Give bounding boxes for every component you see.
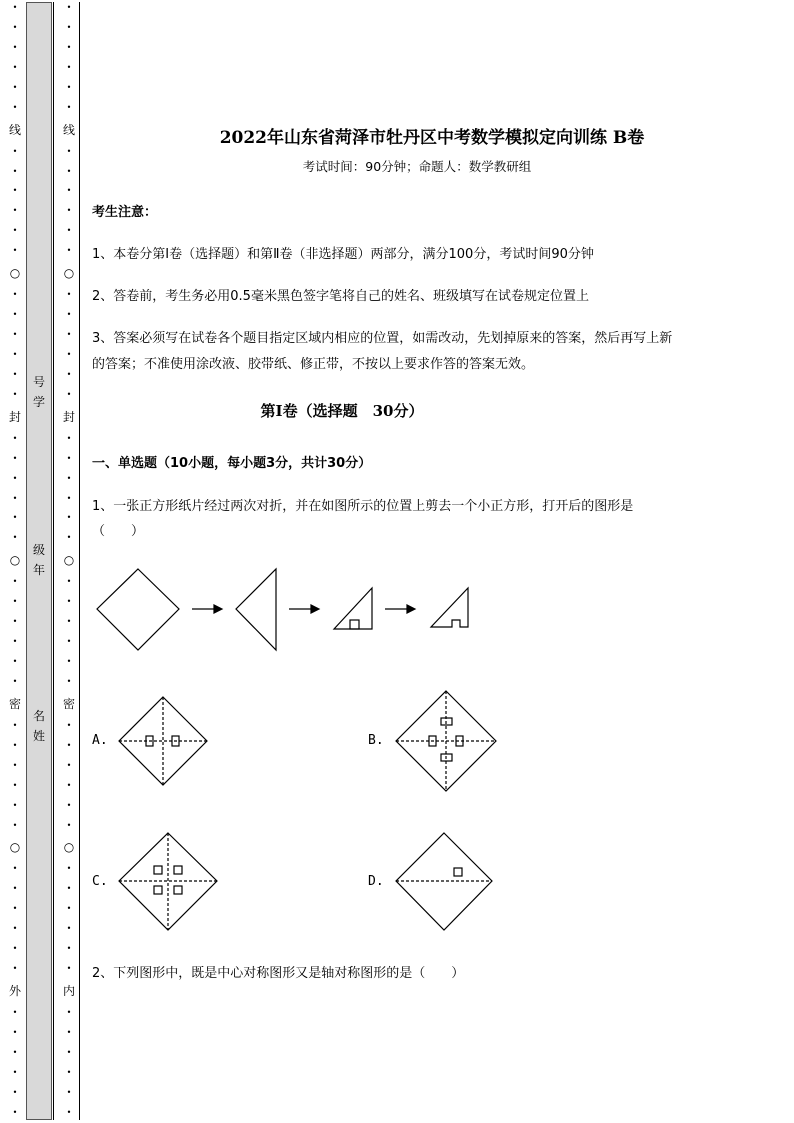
binding-mark: 线 <box>8 122 21 137</box>
binding-dot: • <box>12 493 18 503</box>
section-heading: 一、单选题（10小题，每小题3分，共计30分） <box>92 456 372 471</box>
binding-dot: • <box>66 780 72 790</box>
binding-dot: • <box>12 780 18 790</box>
binding-dot: • <box>66 944 72 954</box>
binding-dot: • <box>66 884 72 894</box>
binding-dot: • <box>12 433 18 443</box>
binding-dot: • <box>66 1007 72 1017</box>
binding-dot: • <box>66 433 72 443</box>
binding-dot: • <box>66 740 72 750</box>
binding-dot: • <box>12 964 18 974</box>
part-title: 第Ⅰ卷（选择题 30分） <box>260 402 424 420</box>
binding-dot: • <box>66 533 72 543</box>
binding-dot: • <box>12 720 18 730</box>
binding-dot: • <box>12 533 18 543</box>
binding-dot: • <box>66 1107 72 1117</box>
binding-dot: • <box>12 1047 18 1057</box>
binding-dot: • <box>66 102 72 112</box>
binding-dot: • <box>66 82 72 92</box>
binding-mark: 密 <box>62 696 75 711</box>
binding-dot: • <box>66 166 72 176</box>
binding-dot: • <box>12 944 18 954</box>
binding-mark: 封 <box>62 409 75 424</box>
notice-item-3-line1: 3、答案必须写在试卷各个题目指定区域内相应的位置，如需改动，先划掉原来的答案，然后再写上新 <box>92 331 673 346</box>
binding-dot: • <box>66 657 72 666</box>
binding-dot: • <box>66 226 72 236</box>
notice-heading: 考生注意： <box>92 205 158 220</box>
binding-mark: ○ <box>9 840 21 855</box>
binding-dot: • <box>66 1027 72 1037</box>
binding-dot: • <box>12 760 18 770</box>
binding-dot: • <box>66 720 72 730</box>
binding-dot: • <box>66 1067 72 1077</box>
binding-dot: • <box>66 290 72 300</box>
binding-dot: • <box>12 62 18 72</box>
binding-dot: • <box>12 369 18 379</box>
binding-dot: • <box>12 102 18 112</box>
binding-dot: • <box>66 924 72 934</box>
notice-item-1: 1、本卷分第Ⅰ卷（选择题）和第Ⅱ卷（非选择题）两部分，满分100分，考试时间90分钟 <box>92 247 594 262</box>
binding-dot: • <box>12 820 18 830</box>
label-char: 号 学 <box>32 375 45 409</box>
binding-mark: 线 <box>62 122 75 137</box>
binding-dot: • <box>66 3 72 12</box>
binding-dot: • <box>12 904 18 914</box>
binding-dot: • <box>66 246 72 256</box>
binding-dot: • <box>66 1087 72 1097</box>
binding-dot: • <box>66 473 72 483</box>
binding-mark: 外 <box>8 984 21 998</box>
binding-dot: • <box>12 310 18 320</box>
binding-dot: • <box>66 964 72 974</box>
binding-dot: • <box>66 146 72 156</box>
binding-dot: • <box>12 1087 18 1097</box>
binding-mark: 内 <box>62 984 75 998</box>
binding-dot: • <box>66 597 72 607</box>
option-c-figure <box>119 833 217 930</box>
binding-dot: • <box>66 800 72 810</box>
option-a-figure <box>119 697 207 785</box>
binding-dot: • <box>12 1067 18 1077</box>
binding-dot: • <box>12 676 18 686</box>
binding-mark: 封 <box>8 409 21 424</box>
binding-dot: • <box>12 290 18 300</box>
binding-dot: • <box>66 637 72 647</box>
binding-dot: • <box>66 330 72 339</box>
binding-dot: • <box>12 3 18 12</box>
binding-dot: • <box>12 349 18 359</box>
binding-dot: • <box>12 22 18 32</box>
option-a-label[interactable]: A. <box>92 733 108 748</box>
question-1-text: 1、一张正方形纸片经过两次对折，并在如图所示的位置上剪去一个小正方形，打开后的图形是 <box>92 499 634 514</box>
binding-dot: • <box>12 1027 18 1037</box>
binding-dot: • <box>12 186 18 196</box>
binding-dot: • <box>66 42 72 52</box>
binding-mark: ○ <box>9 553 21 568</box>
binding-dot: • <box>12 206 18 216</box>
binding-dot: • <box>12 577 18 587</box>
binding-dot: • <box>66 389 72 399</box>
binding-dot: • <box>66 310 72 320</box>
binding-dot: • <box>12 657 18 666</box>
label-char: 级 年 <box>32 543 45 577</box>
binding-dot: • <box>66 453 72 463</box>
binding-dot: • <box>66 513 72 523</box>
binding-dot: • <box>12 226 18 236</box>
binding-mark: ○ <box>9 266 21 281</box>
binding-dot: • <box>66 820 72 830</box>
binding-dot: • <box>12 389 18 399</box>
binding-dot: • <box>12 800 18 810</box>
binding-dot: • <box>12 330 18 339</box>
binding-dot: • <box>66 904 72 914</box>
binding-dot: • <box>12 924 18 934</box>
binding-dot: • <box>12 884 18 894</box>
binding-dot: • <box>12 864 18 874</box>
binding-dot: • <box>66 206 72 216</box>
binding-mark: ○ <box>63 553 75 568</box>
binding-dot: • <box>12 597 18 607</box>
notice-item-2: 2、答卷前，考生务必用0.5毫米黑色签字笔将自己的姓名、班级填写在试卷规定位置上 <box>92 289 589 304</box>
option-c-label[interactable]: C. <box>92 874 108 889</box>
binding-mark: 密 <box>8 696 21 711</box>
binding-dot: • <box>66 186 72 196</box>
binding-dot: • <box>66 493 72 503</box>
binding-dot: • <box>12 473 18 483</box>
binding-dot: • <box>12 246 18 256</box>
option-b-figure <box>396 691 496 791</box>
binding-dot: • <box>12 513 18 523</box>
binding-dot: • <box>66 864 72 874</box>
binding-dot: • <box>12 637 18 647</box>
binding-dot: • <box>66 22 72 32</box>
binding-dot: • <box>12 42 18 52</box>
exam-info: 考试时间：90分钟；命题人：数学教研组 <box>302 159 532 174</box>
binding-dot: • <box>66 617 72 627</box>
binding-dot: • <box>66 760 72 770</box>
page-title: 2022年山东省菏泽市牡丹区中考数学模拟定向训练 B卷 <box>219 128 645 148</box>
binding-dot: • <box>12 82 18 92</box>
option-d-figure <box>396 833 492 930</box>
binding-mark: ○ <box>63 840 75 855</box>
option-b-label[interactable]: B. <box>368 733 384 748</box>
binding-dot: • <box>12 1107 18 1117</box>
binding-mark: ○ <box>63 266 75 281</box>
binding-dot: • <box>66 577 72 587</box>
binding-dot: • <box>12 166 18 176</box>
binding-dot: • <box>66 1047 72 1057</box>
option-d-label[interactable]: D. <box>368 874 384 889</box>
notice-item-3-line2: 的答案；不准使用涂改液、胶带纸、修正带，不按以上要求作答的答案无效。 <box>92 357 535 372</box>
binding-dot: • <box>12 146 18 156</box>
binding-dot: • <box>66 676 72 686</box>
binding-dot: • <box>66 349 72 359</box>
binding-dot: • <box>66 62 72 72</box>
question-1-paren: （ ） <box>92 524 145 539</box>
binding-dot: • <box>12 453 18 463</box>
question-2-text: 2、下列图形中，既是中心对称图形又是轴对称图形的是（ ） <box>92 966 465 981</box>
binding-dot: • <box>12 1007 18 1017</box>
label-char: 名 姓 <box>32 709 45 743</box>
binding-dot: • <box>66 369 72 379</box>
binding-dot: • <box>12 740 18 750</box>
binding-dot: • <box>12 617 18 627</box>
